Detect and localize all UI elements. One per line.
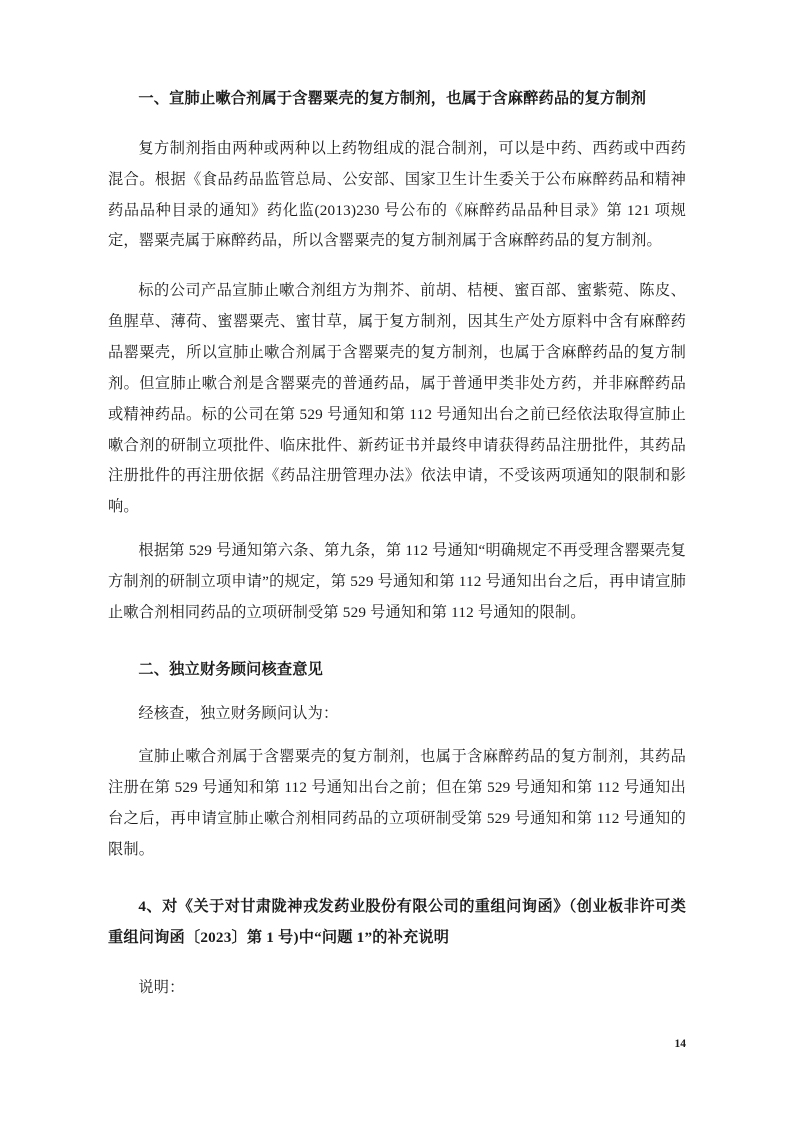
document-body	[108, 84, 686, 1003]
heading-section-two: 二、独立财务顾问核查意见	[138, 660, 324, 678]
paragraph-advisor-intro: 经核查，独立财务顾问认为：	[138, 704, 339, 722]
heading-section-one: 一、宣肺止嗽合剂属于含罂粟壳的复方制剂，也属于含麻醉药品的复方制剂	[138, 90, 647, 107]
paragraph-product-composition: 标的公司产品宣肺止嗽合剂组方为荆芥、前胡、桔梗、蜜百部、蜜紫菀、陈皮、鱼腥草、薄荷、蜜罂粟壳、蜜甘草，属于复方制剂，因其生产处方原料中含有麻醉药品罂粟壳，所以宣肺止嗽合剂属于含罂粟壳的复方制剂，也属于含麻醉药品的复方制剂。但宣肺止嗽合剂是含罂粟壳的普通药品，属于普通甲类非处方药，并非麻醉药品或精神药品。标的公司在第 529 号通知和第 112 号通知出台之前已经依法取得宣肺止嗽合剂的研制立项批件、临床批件、新药证书并最终申请获得药品注册批件，其药品注册批件的再注册依据《药品注册管理办法》依法申请，不受该两项通知的限制和影响。	[108, 282, 686, 516]
paragraph-notice-restriction: 根据第 529 号通知第六条、第九条，第 112 号通知“明确规定不再受理含罂粟壳复方制剂的研制立项申请”的规定，第 529 号通知和第 112 号通知出台之后，再申请宣肺止嗽合剂相同药品的立项研制受第 529 号通知和第 112 号通知的限制。	[108, 542, 686, 621]
paragraph-explanation-label: 说明：	[138, 978, 185, 996]
page-number: 14	[674, 1038, 686, 1050]
heading-item-four: 4、对《关于对甘肃陇神戎发药业股份有限公司的重组问询函》（创业板非许可类重组问询函〔2023〕第 1 号)中“问题 1”的补充说明	[108, 897, 686, 946]
paragraph-compound-definition: 复方制剂指由两种或两种以上药物组成的混合制剂，可以是中药、西药或中西药混合。根据《食品药品监管总局、公安部、国家卫生计生委关于公布麻醉药品和精神药品品种目录的通知》药化监(2013)230 号公布的《麻醉药品品种目录》第 121 项规定，罂粟壳属于麻醉药品，所以含罂粟壳的复方制剂属于含麻醉药品的复方制剂。	[108, 139, 686, 250]
paragraph-advisor-opinion: 宣肺止嗽合剂属于含罂粟壳的复方制剂，也属于含麻醉药品的复方制剂，其药品注册在第 529 号通知和第 112 号通知出台之前；但在第 529 号通知和第 112 号通知出台之后，再申请宣肺止嗽合剂相同药品的立项研制受第 529 号通知和第 112 号通知的限制。	[108, 748, 686, 859]
